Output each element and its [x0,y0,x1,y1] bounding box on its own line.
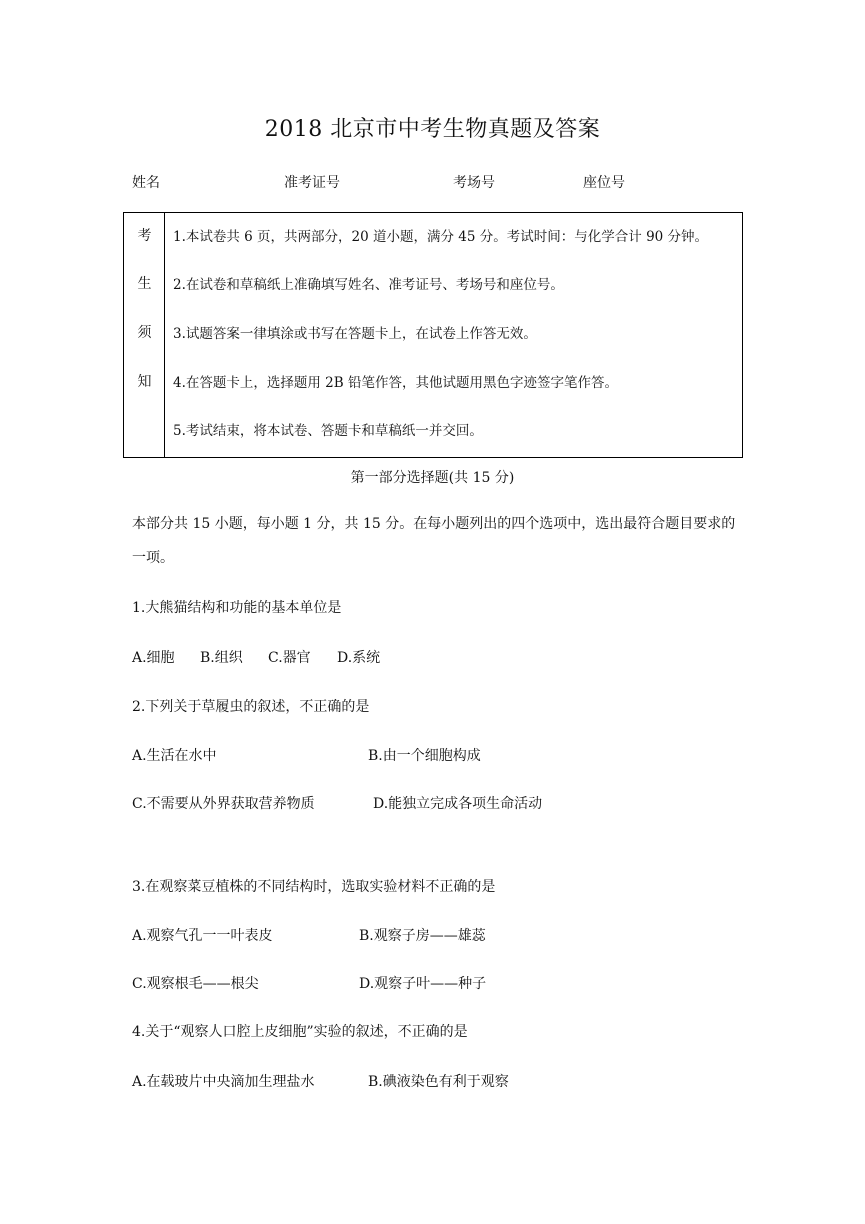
notice-label-char: 考 [137,228,152,244]
question-option: B.观察子房——雄蕊 [359,928,486,944]
question-option: A.在载玻片中央滴加生理盐水 [132,1074,315,1090]
question-option: B.碘液染色有利于观察 [368,1074,509,1090]
seat-field-label: 座位号 [583,175,625,191]
notice-item: 4.在答题卡上，选择题用 2B 铅笔作答，其他试题用黑色字迹签字笔作答。 [173,375,618,391]
section-instructions: 本部分共 15 小题，每小题 1 分，共 15 分。在每小题列出的四个选项中，选出最符合题目要求的一项。 [132,516,736,566]
notice-item: 5.考试结束，将本试卷、答题卡和草稿纸一并交回。 [173,423,483,439]
question-option: D.观察子叶——种子 [359,976,487,992]
name-field-label: 姓名 [132,175,160,191]
question-option: C.器官 [268,650,311,666]
question-stem: 2.下列关于草履虫的叙述，不正确的是 [132,699,370,715]
notice-item: 3.试题答案一律填涂或书写在答题卡上，在试卷上作答无效。 [173,326,537,342]
question-option: B.由一个细胞构成 [368,748,481,764]
question-option: C.观察根毛——根尖 [132,976,259,992]
question-stem: 1.大熊猫结构和功能的基本单位是 [132,600,342,616]
question-option: A.生活在水中 [132,748,217,764]
question-option: B.组织 [200,650,243,666]
notice-label-char: 生 [137,276,152,292]
section-title: 第一部分选择题(共 15 分) [350,470,515,486]
question-stem: 4.关于“观察人口腔上皮细胞”实验的叙述，不正确的是 [132,1024,468,1040]
notice-item: 1.本试卷共 6 页，共两部分，20 道小题，满分 45 分。考试时间：与化学合计 90 分钟。 [173,229,709,245]
question-stem: 3.在观察菜豆植株的不同结构时，选取实验材料不正确的是 [132,879,496,895]
question-option: A.细胞 [132,650,175,666]
question-option: D.系统 [337,650,381,666]
candidate-notice-box [123,212,743,458]
exam-room-field-label: 考场号 [453,175,495,191]
document-title: 2018 北京市中考生物真题及答案 [264,117,601,142]
question-option: D.能独立完成各项生命活动 [373,796,543,812]
question-option: C.不需要从外界获取营养物质 [132,796,315,812]
notice-label-char: 须 [137,325,152,341]
notice-item: 2.在试卷和草稿纸上准确填写姓名、准考证号、考场号和座位号。 [173,277,564,293]
notice-label-char: 知 [137,374,152,390]
exam-id-field-label: 准考证号 [284,175,340,191]
notice-label-column [124,213,165,457]
question-option: A.观察气孔一一叶表皮 [132,928,273,944]
